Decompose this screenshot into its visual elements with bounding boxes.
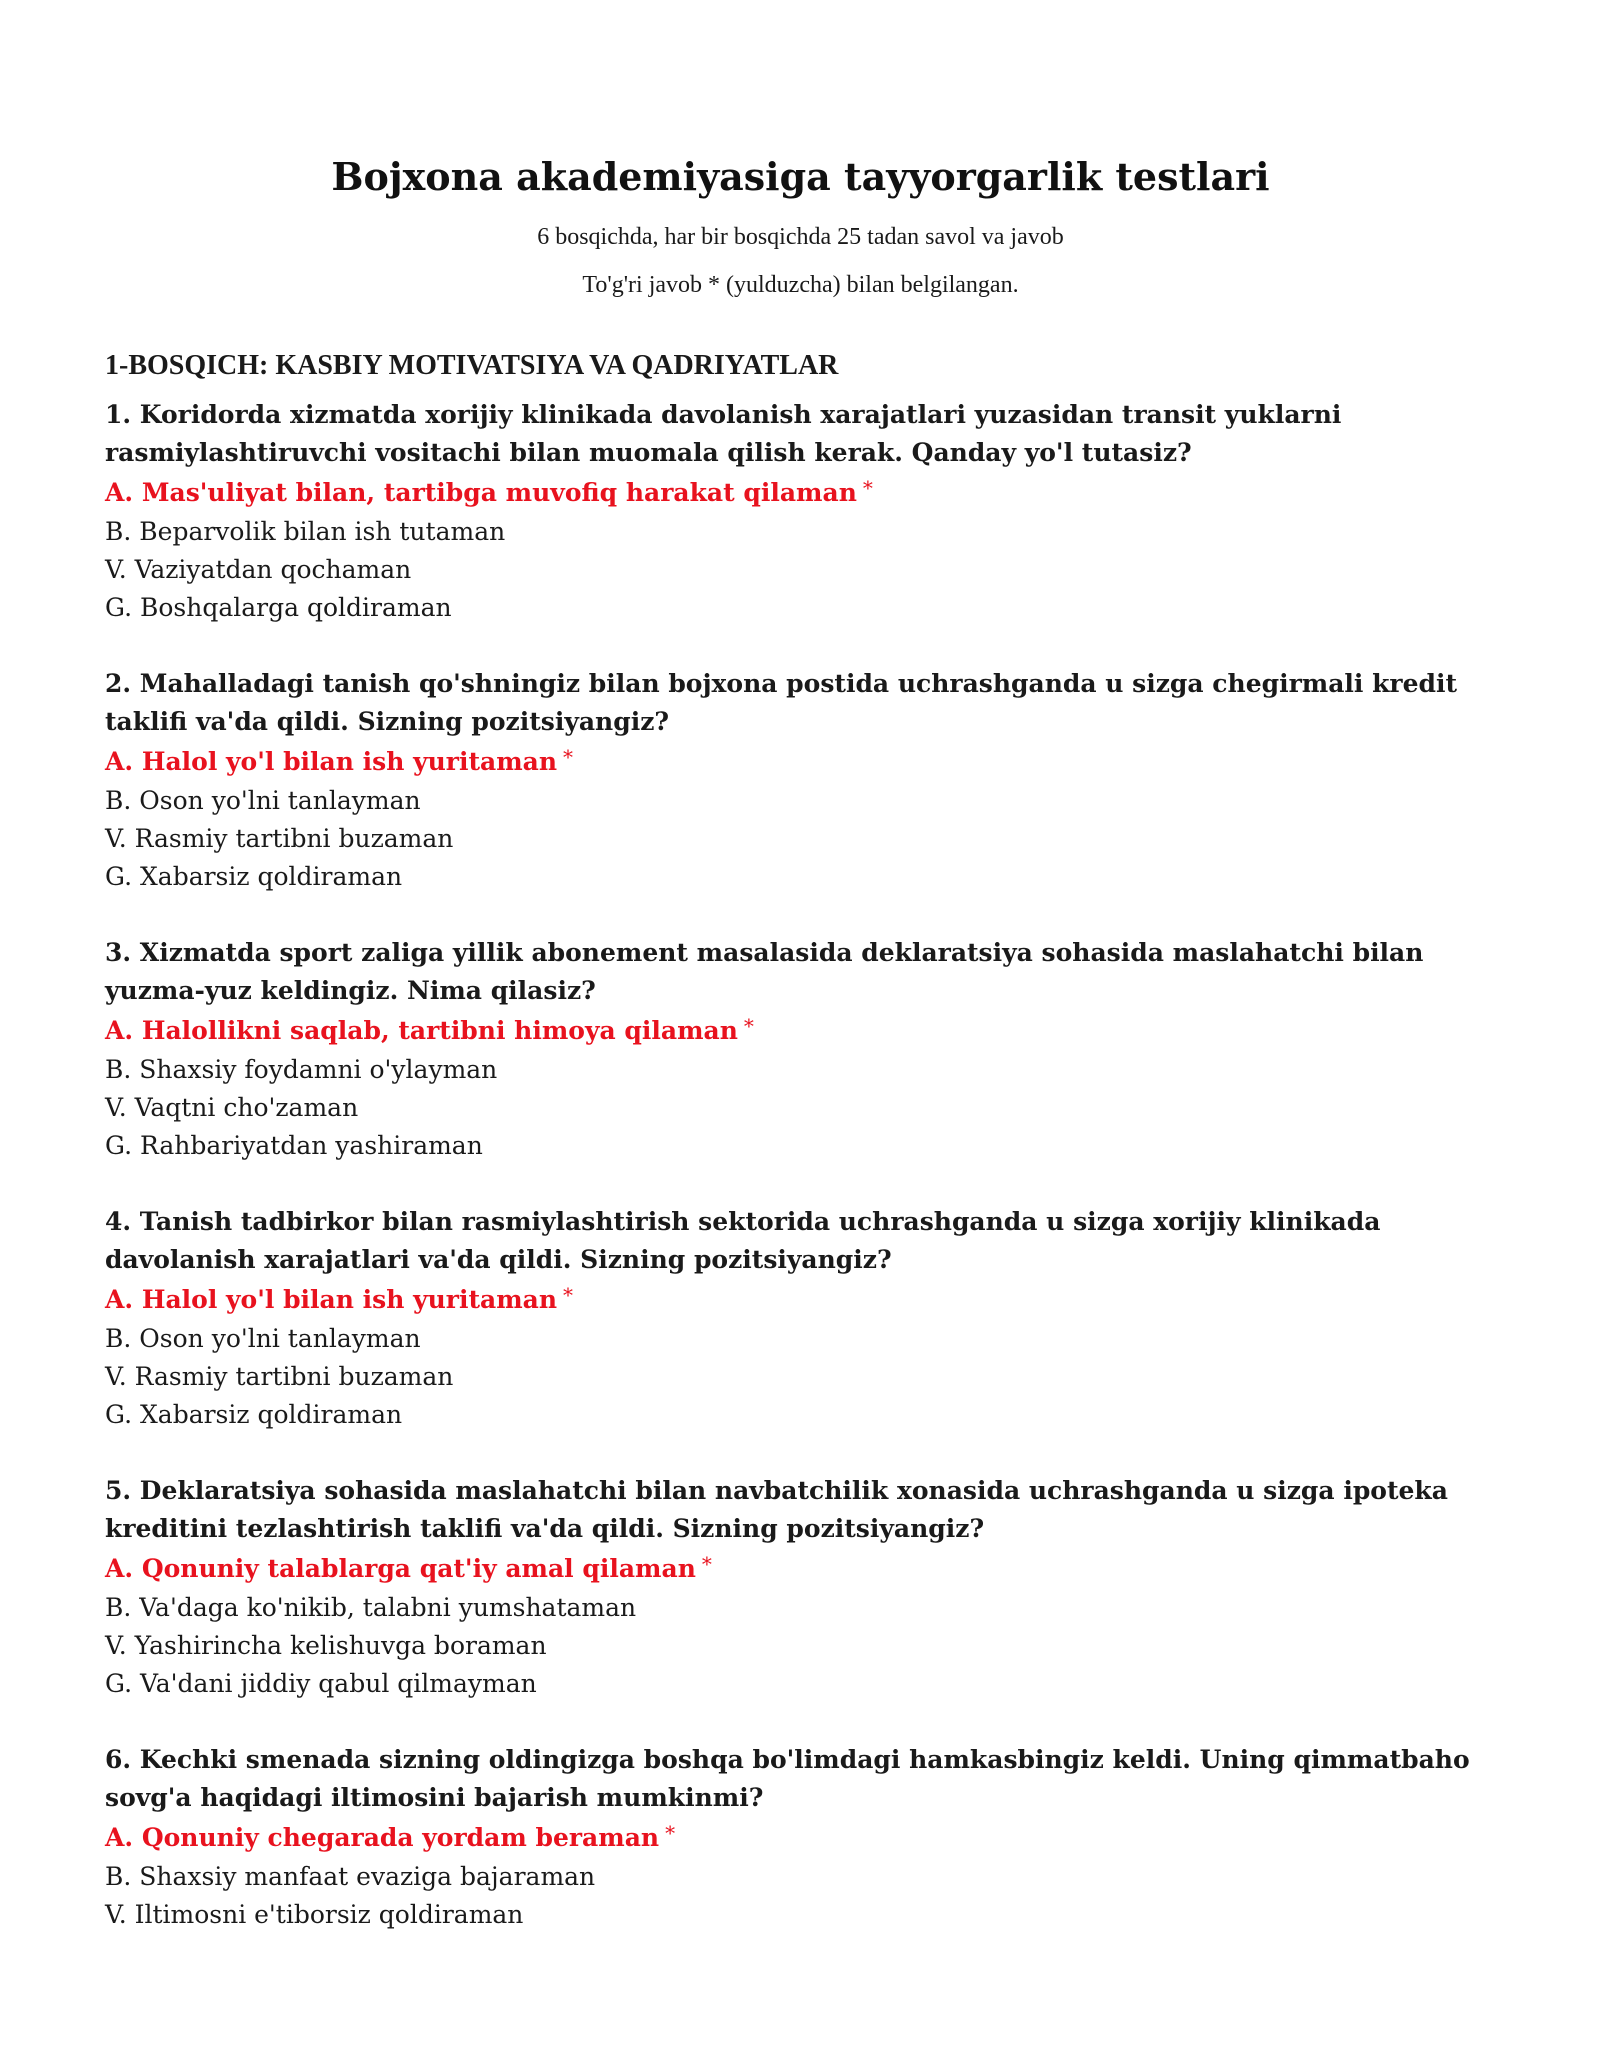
option-letter: V . — [105, 824, 135, 853]
question-text: 4. Tanish tadbirkor bilan rasmiylashtirish sektorida uchrashganda u sizga xorijiy klinikada davolanish xarajatlari va'da qildi. Sizning pozitsiyangiz? — [105, 1207, 1381, 1274]
question-block — [105, 934, 1496, 1165]
option-text: Iltimosni e'tiborsiz qoldiraman — [134, 1900, 524, 1929]
question-text: 2. Mahalladagi tanish qo'shningiz bilan bojxona postida uchrashganda u sizga chegirmali kredit taklifi va'da qildi. Sizning pozitsiyangiz? — [105, 669, 1458, 736]
answer-option — [105, 820, 1496, 858]
answer-option — [105, 858, 1496, 896]
answer-option — [105, 1320, 1496, 1358]
option-text: Qonuniy talablarga qat'iy amal qilaman — [141, 1554, 696, 1583]
option-letter: A . — [105, 1016, 142, 1045]
option-letter: V . — [105, 555, 135, 584]
answer-option — [105, 551, 1496, 589]
option-letter: B . — [105, 1324, 139, 1353]
option-text: Beparvolik bilan ish tutaman — [139, 517, 506, 546]
correct-star-mark: * — [563, 745, 574, 769]
answer-option-correct — [105, 1819, 1496, 1858]
option-letter: G . — [105, 1131, 140, 1160]
option-text: Halol yo'l bilan ish yuritaman — [141, 1285, 558, 1314]
option-letter: G . — [105, 593, 140, 622]
option-letter: A . — [105, 747, 142, 776]
option-letter: B . — [105, 1055, 139, 1084]
answer-option — [105, 1127, 1496, 1165]
option-text: Xabarsiz qoldiraman — [140, 862, 403, 891]
option-letter: A . — [105, 478, 142, 507]
document-note: To'g'ri javob * (yulduzcha) bilan belgilangan. — [582, 272, 1019, 298]
question-block — [105, 1472, 1496, 1703]
option-text: Shaxsiy manfaat evaziga bajaraman — [139, 1862, 596, 1891]
option-text: Vaziyatdan qochaman — [134, 555, 412, 584]
correct-star-mark: * — [862, 476, 873, 500]
option-letter: B . — [105, 517, 139, 546]
question-block — [105, 1741, 1496, 1934]
option-letter: G . — [105, 1669, 140, 1698]
option-letter: A . — [105, 1554, 142, 1583]
document-title: Bojxona akademiyasiga tayyorgarlik testlari — [331, 154, 1270, 199]
correct-star-mark: * — [665, 1821, 676, 1845]
answer-option — [105, 1358, 1496, 1396]
answer-option — [105, 1589, 1496, 1627]
answer-option — [105, 1627, 1496, 1665]
option-letter: G . — [105, 862, 140, 891]
option-text: Oson yo'lni tanlayman — [139, 1324, 421, 1353]
option-letter: V . — [105, 1631, 135, 1660]
option-text: Rasmiy tartibni buzaman — [134, 1362, 454, 1391]
option-letter: B . — [105, 1862, 139, 1891]
option-text: Va'daga ko'nikib, talabni yumshataman — [139, 1593, 637, 1622]
correct-star-mark: * — [701, 1552, 712, 1576]
option-text: Halollikni saqlab, tartibni himoya qilaman — [141, 1016, 738, 1045]
option-letter: V . — [105, 1362, 135, 1391]
option-letter: G . — [105, 1400, 140, 1429]
answer-option — [105, 513, 1496, 551]
option-text: Xabarsiz qoldiraman — [140, 1400, 403, 1429]
option-text: Shaxsiy foydamni o'ylayman — [139, 1055, 498, 1084]
question-text: 5. Deklaratsiya sohasida maslahatchi bilan navbatchilik xonasida uchrashganda u sizga ipoteka kreditini tezlashtirish taklifi va'da qildi. Sizning pozitsiyangiz? — [105, 1476, 1448, 1543]
option-letter: A . — [105, 1285, 142, 1314]
correct-star-mark: * — [563, 1283, 574, 1307]
option-text: Rahbariyatdan yashiraman — [140, 1131, 483, 1160]
option-letter: B . — [105, 1593, 139, 1622]
option-text: Boshqalarga qoldiraman — [140, 593, 452, 622]
section-title: 1-BOSQICH: KASBIY MOTIVATSIYA VA QADRIYATLAR — [105, 350, 839, 381]
answer-option — [105, 1396, 1496, 1434]
answer-option — [105, 1051, 1496, 1089]
option-text: Vaqtni cho'zaman — [134, 1093, 359, 1122]
option-text: Oson yo'lni tanlayman — [139, 786, 421, 815]
answer-option — [105, 782, 1496, 820]
option-text: Halol yo'l bilan ish yuritaman — [141, 747, 558, 776]
option-text: Mas'uliyat bilan, tartibga muvofiq harakat qilaman — [141, 478, 857, 507]
answer-option — [105, 1896, 1496, 1934]
option-letter: V . — [105, 1093, 135, 1122]
answer-option-correct — [105, 743, 1496, 782]
answer-option-correct — [105, 1281, 1496, 1320]
answer-option — [105, 1665, 1496, 1703]
option-text: Rasmiy tartibni buzaman — [134, 824, 454, 853]
question-text: 1. Koridorda xizmatda xorijiy klinikada davolanish xarajatlari yuzasidan transit yuklarni rasmiylashtiruvchi vositachi bilan muomala qilish kerak. Qanday yo'l tutasiz? — [105, 400, 1342, 467]
correct-star-mark: * — [743, 1014, 754, 1038]
option-text: Yashirincha kelishuvga boraman — [134, 1631, 547, 1660]
answer-option — [105, 1858, 1496, 1896]
question-text: 6. Kechki smenada sizning oldingizga boshqa bo'limdagi hamkasbingiz keldi. Uning qimmatbaho sovg'a haqidagi iltimosini bajarish mumkinmi? — [105, 1745, 1470, 1812]
option-letter: V . — [105, 1900, 135, 1929]
question-text: 3. Xizmatda sport zaliga yillik abonement masalasida deklaratsiya sohasida maslahatchi bilan yuzma-yuz keldingiz. Nima qilasiz? — [105, 938, 1424, 1005]
document-subtitle: 6 bosqichda, har bir bosqichda 25 tadan savol va javob — [537, 224, 1064, 250]
answer-option-correct — [105, 474, 1496, 513]
answer-option — [105, 589, 1496, 627]
answer-option-correct — [105, 1012, 1496, 1051]
option-text: Qonuniy chegarada yordam beraman — [141, 1823, 660, 1852]
question-block — [105, 1203, 1496, 1434]
answer-option-correct — [105, 1550, 1496, 1589]
question-block — [105, 396, 1496, 627]
option-text: Va'dani jiddiy qabul qilmayman — [140, 1669, 537, 1698]
option-letter: B . — [105, 786, 139, 815]
answer-option — [105, 1089, 1496, 1127]
question-block — [105, 665, 1496, 896]
option-letter: A . — [105, 1823, 142, 1852]
